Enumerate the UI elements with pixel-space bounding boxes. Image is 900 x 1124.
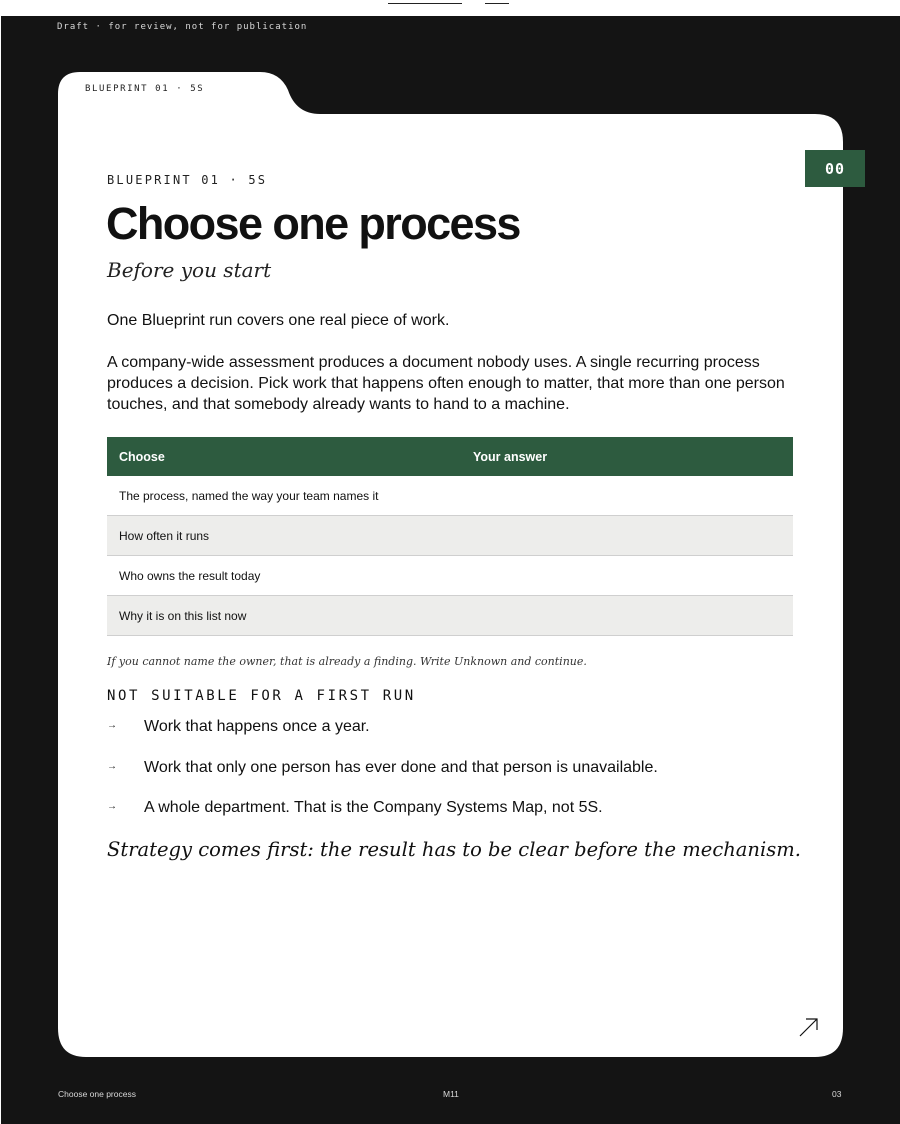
- row-answer-cell[interactable]: [461, 596, 793, 636]
- nav-underline-active[interactable]: [388, 0, 462, 4]
- row-choose-cell: Why it is on this list now: [107, 596, 461, 636]
- row-choose-cell: The process, named the way your team names it: [107, 476, 461, 516]
- list-item-text: Work that happens once a year.: [144, 718, 370, 735]
- arrow-right-icon: →: [107, 760, 117, 772]
- table-row: [107, 596, 793, 636]
- table-row: [107, 556, 793, 596]
- footer-section-title: Choose one process: [58, 1089, 136, 1099]
- nav-underline-link[interactable]: [485, 0, 509, 4]
- page-number-badge: 00: [805, 150, 865, 187]
- table-row: [107, 516, 793, 556]
- page-subtitle: Before you start: [107, 258, 272, 282]
- table-row: [107, 476, 793, 516]
- row-choose-cell: Who owns the result today: [107, 556, 461, 596]
- closing-statement: Strategy comes first: the result has to be clear before the mechanism.: [107, 838, 801, 861]
- intro-paragraph: One Blueprint run covers one real piece of work.: [107, 312, 450, 329]
- footer-page-number: 03: [832, 1089, 842, 1099]
- row-answer-cell[interactable]: [461, 516, 793, 556]
- row-answer-cell[interactable]: [461, 556, 793, 596]
- body-paragraph: A company-wide assessment produces a document nobody uses. A single recurring process produces a decision. Pick work that happens often enough to matter, that more than one person touches, and that somebody already wants to hand to a machine.: [107, 354, 785, 413]
- top-nav-strip: [0, 0, 900, 16]
- header-your-answer: Your answer: [461, 437, 793, 476]
- owner-note: If you cannot name the owner, that is already a finding. Write Unknown and continue.: [107, 655, 587, 668]
- card-tab-label: BLUEPRINT 01 · 5S: [85, 84, 205, 94]
- arrow-up-right-icon[interactable]: [797, 1015, 821, 1039]
- arrow-right-icon: →: [107, 720, 117, 731]
- list-item-text: Work that only one person has ever done and that person is unavailable.: [144, 758, 658, 776]
- page-title: Choose one process: [106, 198, 520, 249]
- arrow-right-icon: →: [107, 801, 117, 812]
- row-choose-cell: How often it runs: [107, 516, 461, 556]
- row-answer-cell[interactable]: [461, 476, 793, 516]
- section-eyebrow: BLUEPRINT 01 · 5S: [107, 173, 268, 187]
- draft-notice: Draft · for review, not for publication: [57, 22, 308, 32]
- list-item-text: A whole department. That is the Company Systems Map, not 5S.: [144, 799, 603, 816]
- header-choose: Choose: [107, 437, 461, 476]
- answer-table: [107, 437, 793, 636]
- table-header-row: [107, 437, 793, 476]
- not-suitable-heading: NOT SUITABLE FOR A FIRST RUN: [107, 688, 416, 704]
- footer-module-code: M11: [443, 1089, 459, 1099]
